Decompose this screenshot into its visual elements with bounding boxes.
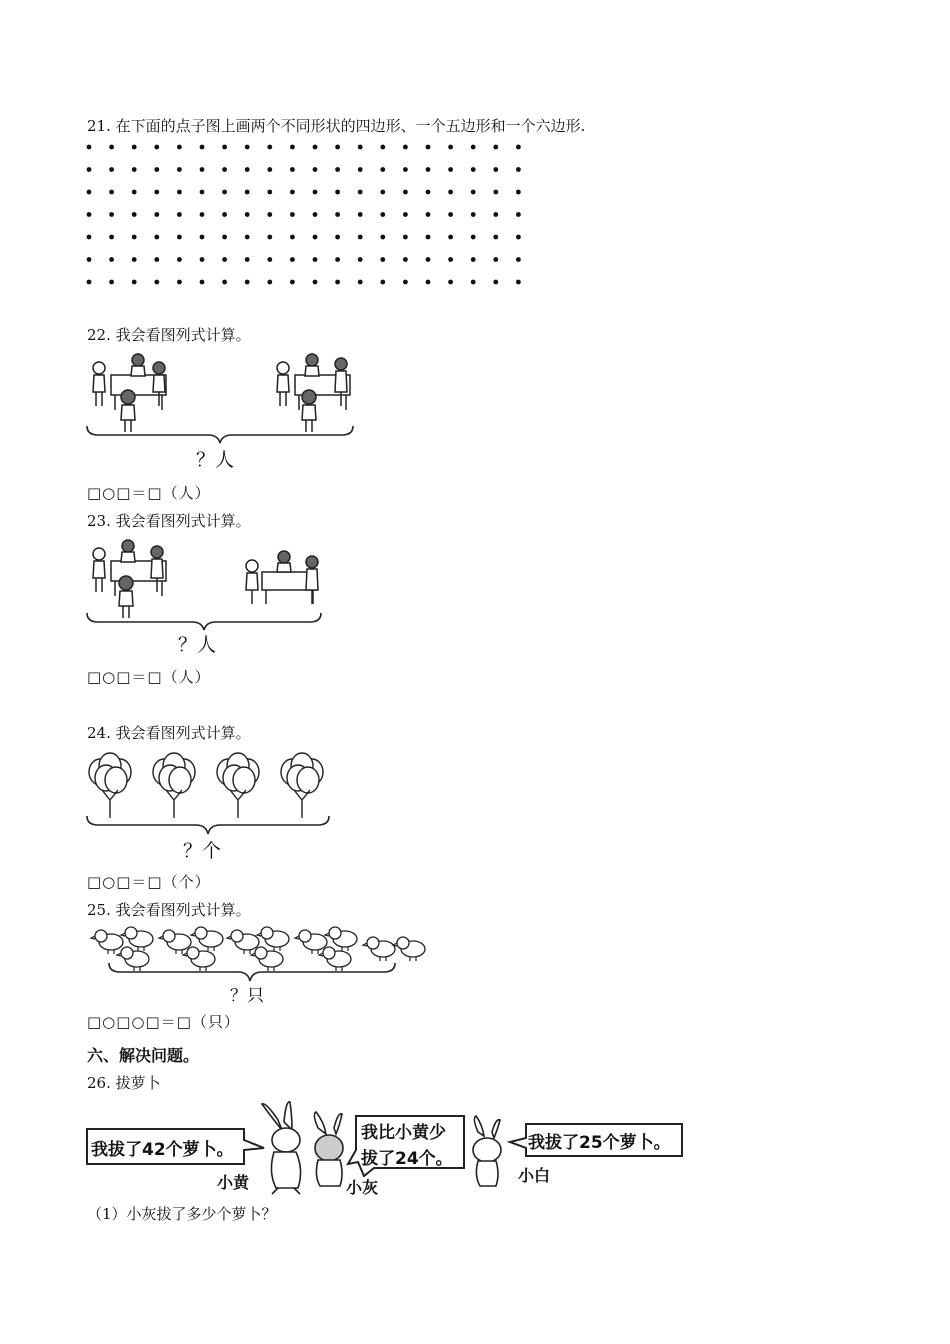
balloon-bunch-icon <box>281 753 323 818</box>
grid-dot[interactable] <box>222 167 227 172</box>
grid-dot[interactable] <box>313 167 318 172</box>
grid-dot[interactable] <box>358 212 363 217</box>
grid-dot[interactable] <box>177 235 182 240</box>
grid-dot[interactable] <box>200 190 205 195</box>
grid-dot[interactable] <box>222 280 227 285</box>
grid-dot[interactable] <box>132 212 137 217</box>
grid-dot[interactable] <box>222 190 227 195</box>
grid-dot[interactable] <box>471 257 476 262</box>
q24-brace <box>86 815 330 837</box>
grid-dot[interactable] <box>380 235 385 240</box>
grid-dot[interactable] <box>290 212 295 217</box>
grid-dot[interactable] <box>200 145 205 150</box>
grid-dot[interactable] <box>516 257 521 262</box>
grid-dot[interactable] <box>177 212 182 217</box>
grid-dot[interactable] <box>335 145 340 150</box>
balloon-bunch-icon <box>217 753 259 818</box>
grid-dot[interactable] <box>245 235 250 240</box>
question-24-text: 24. 我会看图列式计算。 <box>87 724 251 742</box>
table-group-left <box>93 354 166 432</box>
grid-dot[interactable] <box>245 145 250 150</box>
q25-formula[interactable]: □○□○□＝□（只） <box>87 1013 240 1031</box>
grid-dot[interactable] <box>516 190 521 195</box>
grid-dot[interactable] <box>493 167 498 172</box>
grid-dot[interactable] <box>222 145 227 150</box>
grid-dot[interactable] <box>403 235 408 240</box>
grid-dot[interactable] <box>358 235 363 240</box>
grid-dot[interactable] <box>493 145 498 150</box>
grid-dot[interactable] <box>471 212 476 217</box>
grid-dot[interactable] <box>335 167 340 172</box>
rabbit-white-icon <box>473 1116 501 1186</box>
grid-dot[interactable] <box>516 167 521 172</box>
grid-dot[interactable] <box>87 280 92 285</box>
question-22-text: 22. 我会看图列式计算。 <box>87 326 251 344</box>
grid-dot[interactable] <box>154 235 159 240</box>
grid-dot[interactable] <box>267 145 272 150</box>
grid-dot[interactable] <box>471 235 476 240</box>
grid-dot[interactable] <box>132 190 137 195</box>
dot-grid[interactable] <box>0 0 950 300</box>
grid-dot[interactable] <box>471 280 476 285</box>
q26-sub-question-1: （1）小灰拔了多少个萝卜？ <box>87 1205 277 1223</box>
grid-dot[interactable] <box>109 257 114 262</box>
question-25-text: 25. 我会看图列式计算。 <box>87 901 251 919</box>
chick-icon <box>295 930 327 954</box>
chick-icon <box>159 930 191 954</box>
grid-dot[interactable] <box>380 257 385 262</box>
grid-dot[interactable] <box>109 280 114 285</box>
grid-dot[interactable] <box>380 145 385 150</box>
grid-dot[interactable] <box>290 167 295 172</box>
grid-dot[interactable] <box>426 212 431 217</box>
q22-brace <box>86 425 354 445</box>
grid-dot[interactable] <box>380 212 385 217</box>
grid-dot[interactable] <box>403 190 408 195</box>
grid-dot[interactable] <box>380 190 385 195</box>
section-6-title: 六、解决问题。 <box>87 1046 200 1065</box>
grid-dot[interactable] <box>448 190 453 195</box>
grid-dot[interactable] <box>154 212 159 217</box>
grid-dot[interactable] <box>448 145 453 150</box>
question-21-text: 21. 在下面的点子图上画两个不同形状的四边形、一个五边形和一个六边形. <box>87 117 586 135</box>
grid-dot[interactable] <box>493 212 498 217</box>
grid-dot[interactable] <box>403 167 408 172</box>
grid-dot[interactable] <box>290 235 295 240</box>
grid-dot[interactable] <box>471 167 476 172</box>
grid-dot[interactable] <box>87 212 92 217</box>
rabbit-grey-icon <box>314 1112 343 1186</box>
grid-dot[interactable] <box>516 212 521 217</box>
grid-dot[interactable] <box>313 190 318 195</box>
grid-dot[interactable] <box>267 280 272 285</box>
grid-dot[interactable] <box>335 190 340 195</box>
rabbit-yellow-icon <box>262 1102 301 1194</box>
grid-dot[interactable] <box>403 145 408 150</box>
grid-dot[interactable] <box>516 280 521 285</box>
grid-dot[interactable] <box>132 145 137 150</box>
grid-dot[interactable] <box>200 280 205 285</box>
grid-dot[interactable] <box>313 212 318 217</box>
q25-brace-label: ？只 <box>230 986 264 1006</box>
grid-dot[interactable] <box>358 190 363 195</box>
grid-dot[interactable] <box>132 167 137 172</box>
bubble-white-text: 我拔了25个萝卜。 <box>528 1133 671 1153</box>
grid-dot[interactable] <box>177 257 182 262</box>
grid-dot[interactable] <box>493 280 498 285</box>
grid-dot[interactable] <box>267 235 272 240</box>
grid-dot[interactable] <box>109 235 114 240</box>
grid-dot[interactable] <box>154 145 159 150</box>
grid-dot[interactable] <box>154 190 159 195</box>
q24-brace-label: ？个 <box>183 840 222 862</box>
grid-dot[interactable] <box>245 190 250 195</box>
table-group-left <box>93 540 166 618</box>
bubble-grey-line1: 我比小黄少 <box>361 1123 446 1143</box>
grid-dot[interactable] <box>335 235 340 240</box>
grid-dot[interactable] <box>245 257 250 262</box>
grid-dot[interactable] <box>403 280 408 285</box>
grid-dot[interactable] <box>132 235 137 240</box>
chick-icon <box>393 937 425 961</box>
grid-dot[interactable] <box>200 212 205 217</box>
grid-dot[interactable] <box>516 145 521 150</box>
grid-dot[interactable] <box>109 145 114 150</box>
grid-dot[interactable] <box>426 235 431 240</box>
grid-dot[interactable] <box>448 167 453 172</box>
grid-dot[interactable] <box>109 212 114 217</box>
grid-dot[interactable] <box>313 257 318 262</box>
balloon-bunch-icon <box>153 753 195 818</box>
grid-dot[interactable] <box>313 145 318 150</box>
chick-icon <box>227 930 259 954</box>
chick-icon <box>91 930 123 954</box>
grid-dot[interactable] <box>426 145 431 150</box>
grid-dot[interactable] <box>154 167 159 172</box>
name-white: 小白 <box>518 1166 551 1185</box>
grid-dot[interactable] <box>493 235 498 240</box>
grid-dot[interactable] <box>245 280 250 285</box>
grid-dot[interactable] <box>87 190 92 195</box>
name-grey: 小灰 <box>346 1178 379 1197</box>
grid-dot[interactable] <box>380 167 385 172</box>
grid-dot[interactable] <box>313 280 318 285</box>
grid-dot[interactable] <box>177 280 182 285</box>
grid-dot[interactable] <box>177 167 182 172</box>
q22-formula[interactable]: □○□＝□（人） <box>87 484 211 502</box>
bubble-grey-line2: 拔了24个。 <box>361 1149 453 1169</box>
grid-dot[interactable] <box>426 257 431 262</box>
grid-dot[interactable] <box>109 167 114 172</box>
chick-icon <box>363 937 395 961</box>
q23-formula[interactable]: □○□＝□（人） <box>87 668 211 686</box>
grid-dot[interactable] <box>493 257 498 262</box>
q24-formula[interactable]: □○□＝□（个） <box>87 873 211 891</box>
grid-dot[interactable] <box>426 280 431 285</box>
grid-dot[interactable] <box>403 257 408 262</box>
grid-dot[interactable] <box>132 280 137 285</box>
grid-dot[interactable] <box>87 145 92 150</box>
question-23-text: 23. 我会看图列式计算。 <box>87 512 251 530</box>
name-yellow: 小黄 <box>217 1173 250 1192</box>
grid-dot[interactable] <box>290 257 295 262</box>
grid-dot[interactable] <box>222 212 227 217</box>
grid-dot[interactable] <box>222 257 227 262</box>
grid-dot[interactable] <box>245 167 250 172</box>
grid-dot[interactable] <box>448 257 453 262</box>
grid-dot[interactable] <box>426 167 431 172</box>
grid-dot[interactable] <box>267 257 272 262</box>
grid-dot[interactable] <box>154 257 159 262</box>
grid-dot[interactable] <box>87 257 92 262</box>
grid-dot[interactable] <box>426 190 431 195</box>
grid-dot[interactable] <box>177 145 182 150</box>
grid-dot[interactable] <box>200 167 205 172</box>
grid-dot[interactable] <box>471 145 476 150</box>
grid-dot[interactable] <box>87 235 92 240</box>
grid-dot[interactable] <box>335 280 340 285</box>
grid-dot[interactable] <box>267 190 272 195</box>
q24-balloons-picture <box>85 752 335 822</box>
grid-dot[interactable] <box>313 235 318 240</box>
grid-dot[interactable] <box>493 190 498 195</box>
grid-dot[interactable] <box>358 280 363 285</box>
question-26-text: 26. 拔萝卜 <box>87 1074 161 1092</box>
balloon-bunch-icon <box>89 753 131 818</box>
grid-dot[interactable] <box>154 280 159 285</box>
grid-dot[interactable] <box>290 145 295 150</box>
grid-dot[interactable] <box>109 190 114 195</box>
grid-dot[interactable] <box>267 212 272 217</box>
table-group-right <box>246 551 318 604</box>
bubble-yellow-text: 我拔了42个萝卜。 <box>91 1140 234 1160</box>
grid-dot[interactable] <box>87 167 92 172</box>
grid-dot[interactable] <box>358 167 363 172</box>
grid-dot[interactable] <box>448 235 453 240</box>
table-group-right <box>277 354 350 432</box>
grid-dot[interactable] <box>267 167 272 172</box>
grid-dot[interactable] <box>177 190 182 195</box>
grid-dot[interactable] <box>335 212 340 217</box>
grid-dot[interactable] <box>380 280 385 285</box>
grid-dot[interactable] <box>403 212 408 217</box>
grid-dot[interactable] <box>132 257 137 262</box>
grid-dot[interactable] <box>245 212 250 217</box>
q23-brace <box>86 612 322 632</box>
grid-dot[interactable] <box>448 280 453 285</box>
grid-dot[interactable] <box>290 280 295 285</box>
grid-dot[interactable] <box>358 257 363 262</box>
q22-brace-label: ？人 <box>196 449 235 471</box>
grid-dot[interactable] <box>335 257 340 262</box>
grid-dot[interactable] <box>516 235 521 240</box>
grid-dot[interactable] <box>222 235 227 240</box>
grid-dot[interactable] <box>358 145 363 150</box>
grid-dot[interactable] <box>448 212 453 217</box>
grid-dot[interactable] <box>471 190 476 195</box>
grid-dot[interactable] <box>200 257 205 262</box>
grid-dot[interactable] <box>290 190 295 195</box>
grid-dot[interactable] <box>200 235 205 240</box>
q23-brace-label: ？人 <box>178 634 217 656</box>
